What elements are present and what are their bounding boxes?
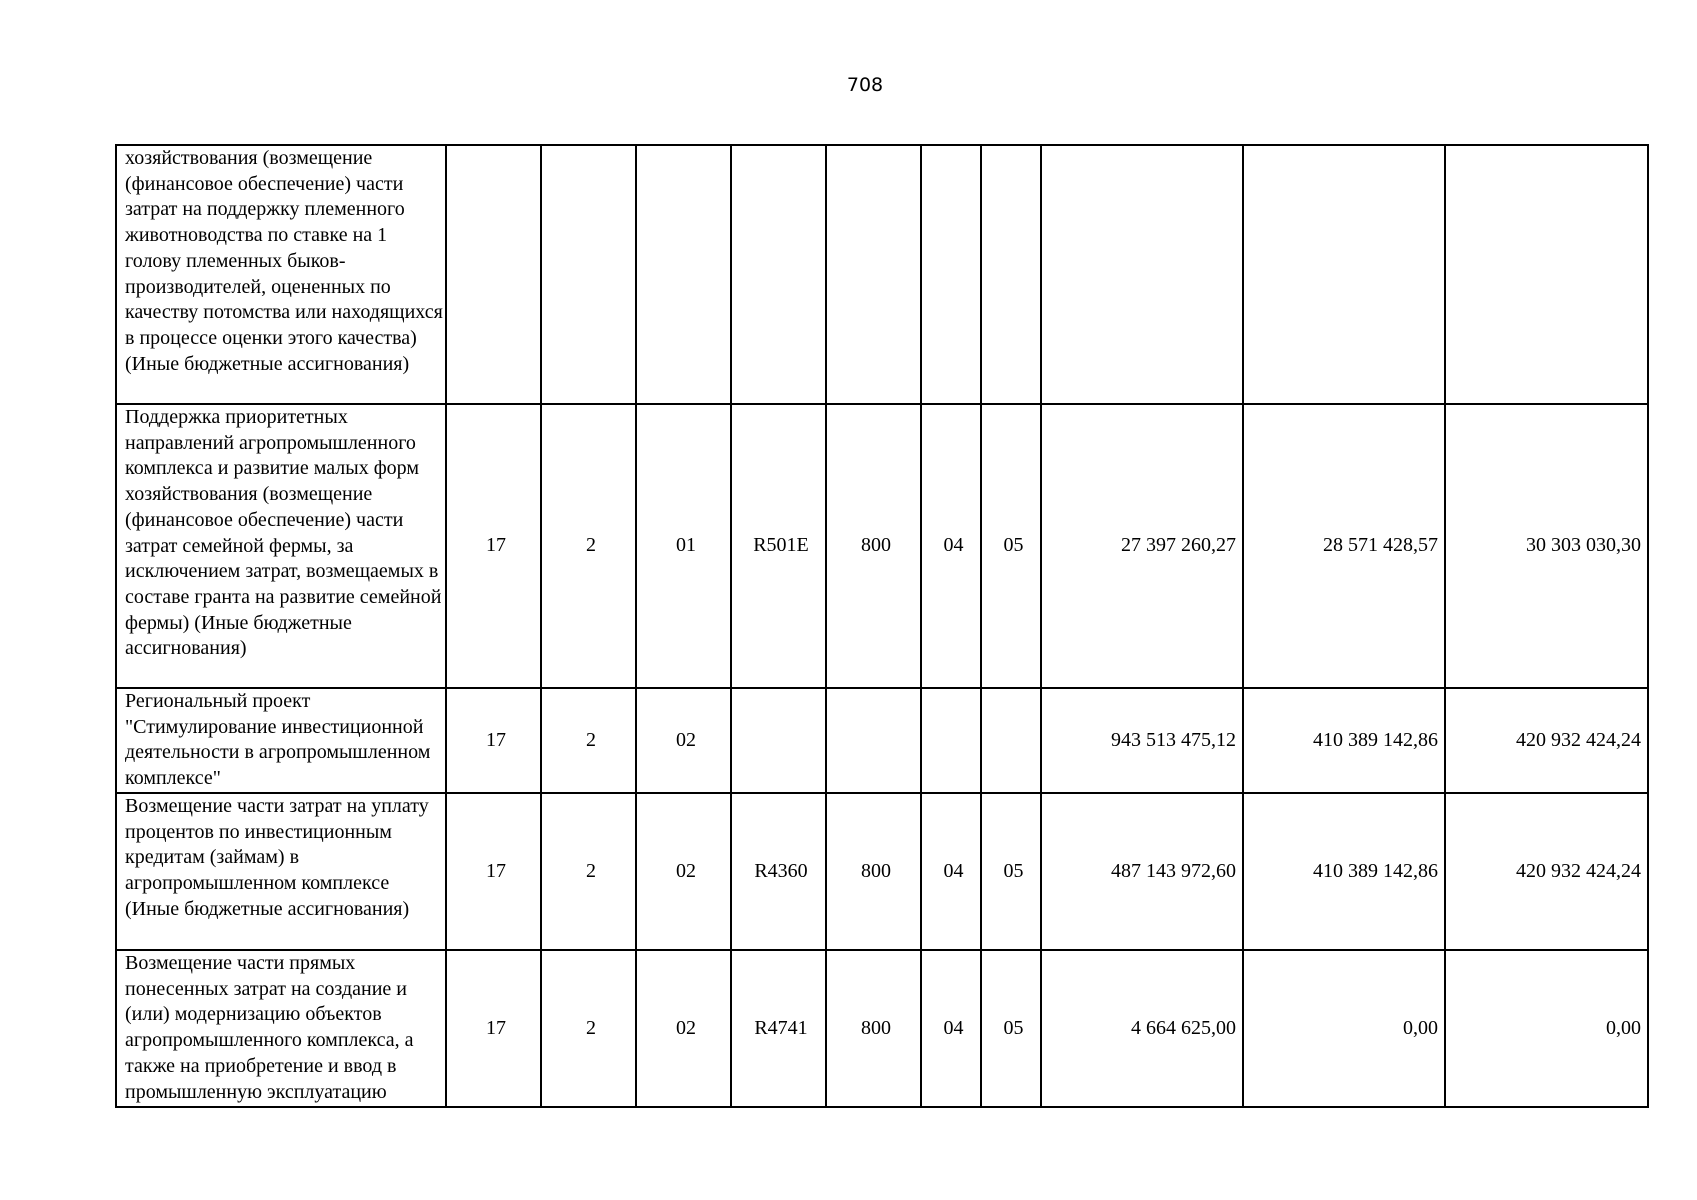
code-cell: 02 [636,950,731,1107]
code-cell: 05 [981,950,1041,1107]
code-cell: 04 [921,404,981,688]
budget-table [115,144,1649,1108]
page-number: 708 [846,74,884,96]
amount-cell: 487 143 972,60 [1041,793,1243,950]
table-row [116,404,1648,688]
code-cell: 17 [446,950,541,1107]
amount-cell: 27 397 260,27 [1041,404,1243,688]
row-description: Региональный проект "Стимулирование инвестиционной деятельности в агропромышленном комплексе" [116,688,446,793]
code-cell: 800 [826,404,921,688]
code-cell: 02 [636,793,731,950]
row-description: Возмещение части прямых понесенных затрат на создание и (или) модернизацию объектов агропромышленного комплекса, а также на приобретение и ввод в промышленную эксплуатацию [116,950,446,1107]
amount-cell: 420 932 424,24 [1445,688,1648,793]
amount-cell: 943 513 475,12 [1041,688,1243,793]
code-cell [731,145,826,404]
code-cell: 02 [636,688,731,793]
amount-cell: 410 389 142,86 [1243,688,1445,793]
code-cell [636,145,731,404]
amount-cell [1243,145,1445,404]
code-cell: 800 [826,950,921,1107]
code-cell [921,688,981,793]
row-description: Поддержка приоритетных направлений агропромышленного комплекса и развитие малых форм хозяйствования (возмещение (финансовое обеспечение) части затрат семейной фермы, за исключением затрат, возмещаемых в составе гранта на развитие семейной фермы) (Иные бюджетные ассигнования) [116,404,446,688]
code-cell: 2 [541,404,636,688]
row-description: хозяйствования (возмещение (финансовое обеспечение) части затрат на поддержку племенного животноводства по ставке на 1 голову племенных быков-производителей, оцененных по качеству потомства или находящихся в процессе оценки этого качества) (Иные бюджетные ассигнования) [116,145,446,404]
code-cell: 17 [446,793,541,950]
code-cell: 800 [826,793,921,950]
code-cell: 2 [541,688,636,793]
amount-cell: 420 932 424,24 [1445,793,1648,950]
code-cell: 05 [981,404,1041,688]
code-cell [446,145,541,404]
code-cell: 2 [541,793,636,950]
amount-cell: 0,00 [1445,950,1648,1107]
code-cell: 05 [981,793,1041,950]
code-cell [541,145,636,404]
table-row [116,145,1648,404]
code-cell: R4741 [731,950,826,1107]
amount-cell [1445,145,1648,404]
amount-cell: 0,00 [1243,950,1445,1107]
amount-cell: 4 664 625,00 [1041,950,1243,1107]
amount-cell: 410 389 142,86 [1243,793,1445,950]
code-cell: 04 [921,793,981,950]
code-cell: 2 [541,950,636,1107]
amount-cell [1041,145,1243,404]
amount-cell: 28 571 428,57 [1243,404,1445,688]
code-cell [826,145,921,404]
table-row [116,793,1648,950]
code-cell: 01 [636,404,731,688]
code-cell [921,145,981,404]
amount-cell: 30 303 030,30 [1445,404,1648,688]
table-row [116,950,1648,1107]
code-cell [981,688,1041,793]
code-cell: R501E [731,404,826,688]
code-cell: 04 [921,950,981,1107]
code-cell [981,145,1041,404]
code-cell [731,688,826,793]
code-cell: R4360 [731,793,826,950]
code-cell: 17 [446,404,541,688]
table-row [116,688,1648,793]
code-cell [826,688,921,793]
row-description: Возмещение части затрат на уплату процентов по инвестиционным кредитам (займам) в агропромышленном комплексе (Иные бюджетные ассигнования) [116,793,446,950]
code-cell: 17 [446,688,541,793]
